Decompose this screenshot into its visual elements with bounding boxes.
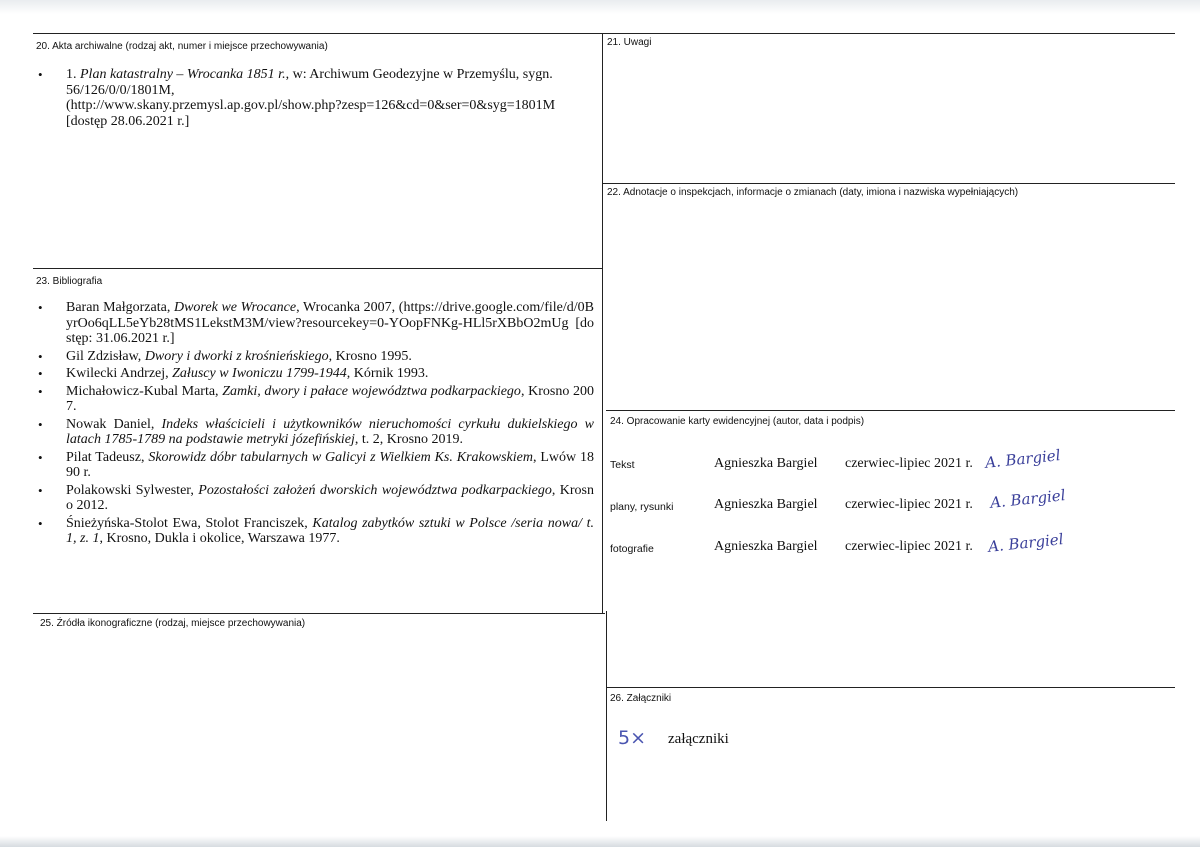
- section-23-label: 23. Bibliografia: [36, 276, 103, 287]
- section-22-label: 22. Adnotacje o inspekcjach, informacje o zmianach (daty, imiona i nazwiska wypełniających): [607, 187, 1019, 198]
- prep-row-kind: Tekst: [610, 459, 635, 471]
- divider-s23-s25: [33, 613, 605, 614]
- prep-row-kind: fotografie: [610, 543, 654, 555]
- prep-row-author: Agnieszka Bargiel: [714, 539, 818, 554]
- signature: A. Bargiel: [987, 530, 1065, 556]
- prep-row-date: czerwiec-lipiec 2021 r.: [845, 497, 973, 512]
- divider-s21-s22: [602, 183, 1175, 184]
- bibliography-title: Dwory i dworki z krośnieńskiego: [144, 348, 329, 364]
- divider-vertical-lower: [606, 611, 607, 821]
- bibliography-title: Pozostałości założeń dworskich województwa podkarpackiego: [198, 482, 552, 498]
- prep-row-date: czerwiec-lipiec 2021 r.: [845, 456, 973, 471]
- scan-top-edge: [0, 0, 1200, 14]
- attachments-text: załączniki: [668, 731, 729, 747]
- bibliography-item: • Polakowski Sylwester, Pozostałości założeń dworskich województwa podkarpackiego, Krosno 2012.: [36, 483, 594, 514]
- bibliography-title: Katalog zabytków sztuki w Polsce /seria nowa/ t. 1, z. 1: [66, 515, 594, 546]
- bibliography-title: Skorowidz dóbr tabularnych w Galicyi z Wielkiem Ks. Krakowskiem: [148, 449, 533, 465]
- section-26-label: 26. Załączniki: [610, 693, 672, 704]
- bibliography-item: • Michałowicz-Kubal Marta, Zamki, dwory i pałace województwa podkarpackiego, Krosno 2007.: [36, 384, 594, 415]
- scan-bottom-edge: [0, 836, 1200, 847]
- archival-record-access: [dostęp 28.06.2021 r.]: [66, 113, 190, 129]
- bibliography-item: • Pilat Tadeusz, Skorowidz dóbr tabularnych w Galicyi z Wielkiem Ks. Krakowskiem, Lwów 1890 r.: [36, 450, 594, 481]
- signature: A. Bargiel: [984, 446, 1062, 472]
- prep-row-author: Agnieszka Bargiel: [714, 456, 818, 471]
- divider-vertical-upper: [602, 33, 603, 613]
- bibliography-item: • Baran Małgorzata, Dworek we Wrocance, Wrocanka 2007, (https://drive.google.com/file/d/0ByrOo6qLL5eYb28tMS1LekstM3M/view?resourcekey=0-YOopFNKg-HLl5rXBbO2mUg [dostęp: 31.06.2021 r.]: [36, 300, 594, 347]
- divider-top: [33, 33, 1175, 34]
- section-24-label: 24. Opracowanie karty ewidencyjnej (autor, data i podpis): [610, 416, 865, 427]
- section-25-label: 25. Źródła ikonograficzne (rodzaj, miejsce przechowywania): [40, 618, 306, 629]
- divider-s20-s23: [33, 268, 603, 269]
- prep-row-date: czerwiec-lipiec 2021 r.: [845, 539, 973, 554]
- bibliography-item: • Gil Zdzisław, Dwory i dworki z krośnieńskiego, Krosno 1995.: [36, 349, 594, 365]
- section-20-label: 20. Akta archiwalne (rodzaj akt, numer i miejsce przechowywania): [36, 41, 328, 52]
- signature: A. Bargiel: [989, 486, 1067, 512]
- archival-record-item: • 1. Plan katastralny – Wrocanka 1851 r., w: Archiwum Geodezyjne w Przemyślu, sygn. 56/126/0/0/1801M, (http://www.skany.przemysl.ap.gov.pl/show.php?zesp=126&cd=0&ser=0&syg=1801M [dostęp 28.06.2021 r.]: [36, 67, 584, 129]
- bibliography-item: • Nowak Daniel, Indeks właścicieli i użytkowników nieruchomości cyrkułu dukielskiego w latach 1785-1789 na podstawie metryki józefińskiej, t. 2, Krosno 2019.: [36, 417, 594, 448]
- archival-records: [36, 67, 584, 131]
- archival-record-url: (http://www.skany.przemysl.ap.gov.pl/show.php?zesp=126&cd=0&ser=0&syg=1801M: [66, 98, 556, 113]
- bibliography-title: Indeks właścicieli i użytkowników nieruchomości cyrkułu dukielskiego w latach 1785-1789 na podstawie metryki józefińskiej: [66, 416, 594, 447]
- bibliography-title: Dworek we Wrocance: [173, 300, 297, 315]
- bibliography-title: Załuscy w Iwoniczu 1799-1944: [172, 366, 347, 381]
- bibliography-item: • Kwilecki Andrzej, Załuscy w Iwoniczu 1799-1944, Kórnik 1993.: [36, 366, 594, 382]
- divider-s22-s24: [606, 410, 1175, 411]
- bibliography-item: • Śnieżyńska-Stolot Ewa, Stolot Franciszek, Katalog zabytków sztuki w Polsce /seria nowa/ t. 1, z. 1, Krosno, Dukla i okolice, Warszawa 1977.: [36, 516, 594, 547]
- divider-s24-s26: [606, 687, 1175, 688]
- attachment-count-handwritten: 5×: [618, 727, 647, 749]
- archival-record-title: Plan katastralny – Wrocanka 1851 r.: [80, 67, 286, 82]
- prep-row-author: Agnieszka Bargiel: [714, 497, 818, 512]
- bibliography-list: [36, 300, 594, 549]
- prep-row-kind: plany, rysunki: [610, 501, 674, 513]
- section-21-label: 21. Uwagi: [607, 37, 652, 48]
- bibliography-title: Zamki, dwory i pałace województwa podkarpackiego: [222, 383, 521, 399]
